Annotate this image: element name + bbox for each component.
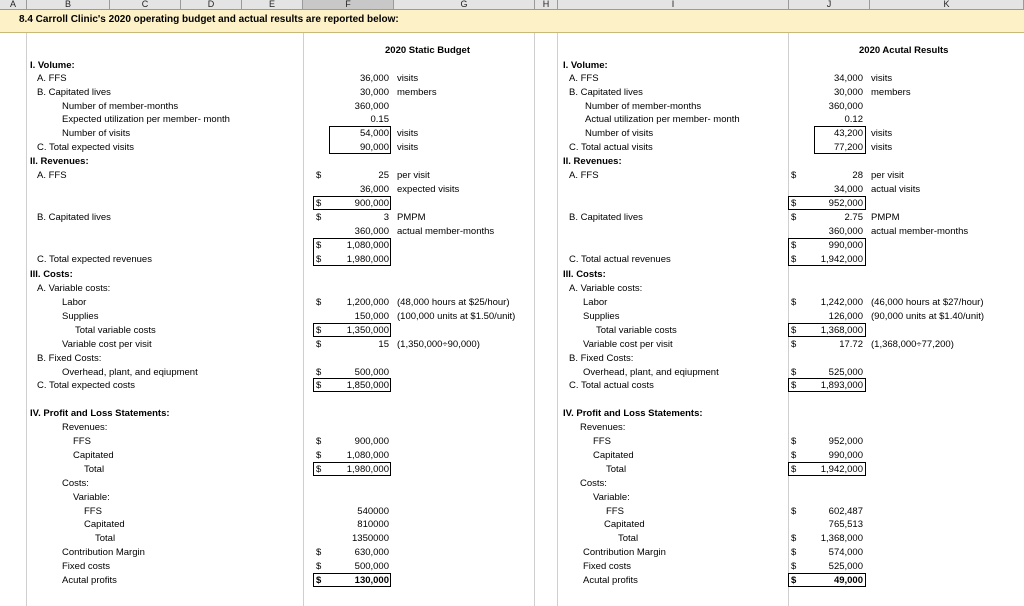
- revenues-total-border: [788, 238, 866, 266]
- pl-ffs-label: FFS: [73, 436, 91, 447]
- dollar-sign: $: [316, 325, 322, 336]
- rev-capitated-rate-unit: PMPM: [871, 212, 900, 223]
- dollar-sign: $: [316, 297, 322, 308]
- col-header-c[interactable]: C: [110, 0, 181, 9]
- member-months-value[interactable]: 360,000: [828, 101, 863, 112]
- col-header-h[interactable]: H: [535, 0, 558, 9]
- pl-variable-label: Variable:: [593, 492, 630, 503]
- rev-capitated-mm[interactable]: 360,000: [354, 226, 389, 237]
- visits-cell-border: [814, 126, 866, 154]
- rev-ffs-rate[interactable]: 28: [852, 170, 863, 181]
- pl-variable-label: Variable:: [73, 492, 110, 503]
- total-costs-value[interactable]: 1,893,000: [820, 380, 863, 391]
- pl-total-label: Total: [84, 464, 105, 475]
- variable-costs-label: A. Variable costs:: [569, 283, 643, 294]
- total-visits-unit: visits: [871, 142, 893, 153]
- contribution-margin-value[interactable]: 630,000: [354, 547, 389, 558]
- rev-capitated-mm[interactable]: 360,000: [828, 226, 863, 237]
- dollar-sign: $: [791, 533, 797, 544]
- capitated-lives-label: B. Capitated lives: [37, 87, 111, 98]
- dollar-sign: $: [316, 450, 322, 461]
- pl-revenues-label: Revenues:: [62, 422, 108, 433]
- dollar-sign: $: [316, 170, 322, 181]
- dollar-sign: $: [791, 339, 797, 350]
- col-header-e[interactable]: E: [242, 0, 303, 9]
- number-of-visits-unit: visits: [871, 128, 893, 139]
- dollar-sign: $: [791, 436, 797, 447]
- dollar-sign: $: [316, 254, 322, 265]
- costs-heading: III. Costs:: [563, 269, 606, 280]
- total-costs-value[interactable]: 1,850,000: [346, 380, 389, 391]
- rev-ffs-rate[interactable]: 25: [378, 170, 389, 181]
- pl-ffs-value[interactable]: 952,000: [828, 436, 863, 447]
- supplies-label: Supplies: [62, 311, 99, 322]
- profits-value[interactable]: 49,000: [833, 575, 863, 586]
- rev-ffs-visits-unit: expected visits: [397, 184, 460, 195]
- supplies-value[interactable]: 126,000: [828, 311, 863, 322]
- total-revenues-label: C. Total expected revenues: [37, 254, 152, 265]
- total-revenues-value[interactable]: 1,942,000: [820, 254, 863, 265]
- pl-variable-total-value[interactable]: 1350000: [352, 533, 389, 544]
- revenues-heading: II. Revenues:: [563, 156, 622, 167]
- rev-ffs-rate-unit: per visit: [397, 170, 430, 181]
- pl-heading: IV. Profit and Loss Statements:: [30, 408, 170, 419]
- dollar-sign: $: [316, 212, 322, 223]
- dollar-sign: $: [791, 561, 797, 572]
- tvc-border: [313, 323, 391, 337]
- dollar-sign: $: [791, 240, 797, 251]
- fixed-costs-pl-label: Fixed costs: [62, 561, 111, 572]
- total-visits-value[interactable]: 90,000: [359, 142, 389, 153]
- dollar-sign: $: [316, 240, 322, 251]
- total-costs-border: [313, 378, 391, 392]
- labor-note: (48,000 hours at $25/hour): [397, 297, 510, 308]
- rev-ffs-label: A. FFS: [37, 170, 67, 181]
- labor-label: Labor: [583, 297, 608, 308]
- rev-ffs-total[interactable]: 952,000: [828, 198, 863, 209]
- rev-ffs-total-border: [788, 196, 866, 210]
- total-visits-label: C. Total actual visits: [569, 142, 653, 153]
- dollar-sign: $: [791, 575, 797, 586]
- rev-ffs-total-border: [313, 196, 391, 210]
- pl-variable-capitated-label: Capitated: [84, 519, 125, 530]
- pl-variable-ffs-label: FFS: [606, 506, 624, 517]
- pl-total-value[interactable]: 1,942,000: [820, 464, 863, 475]
- ffs-value[interactable]: 34,000: [833, 73, 863, 84]
- volume-heading: I. Volume:: [30, 60, 75, 71]
- capitated-lives-label: B. Capitated lives: [569, 87, 643, 98]
- labor-value[interactable]: 1,200,000: [346, 297, 389, 308]
- rev-capitated-rate[interactable]: 3: [383, 212, 389, 223]
- pl-variable-ffs-value[interactable]: 602,487: [828, 506, 863, 517]
- dollar-sign: $: [316, 561, 322, 572]
- fixed-costs-label: B. Fixed Costs:: [37, 353, 102, 364]
- pl-ffs-label: FFS: [593, 436, 611, 447]
- capitated-lives-unit: members: [397, 87, 437, 98]
- member-months-label: Number of member-months: [585, 101, 702, 112]
- rev-ffs-label: A. FFS: [569, 170, 599, 181]
- profits-border: [788, 573, 866, 587]
- pl-total-border: [788, 462, 866, 476]
- rev-ffs-visits[interactable]: 34,000: [833, 184, 863, 195]
- rev-ffs-rate-unit: per visit: [871, 170, 904, 181]
- labor-value[interactable]: 1,242,000: [820, 297, 863, 308]
- rev-capitated-total[interactable]: 990,000: [828, 240, 863, 251]
- total-visits-value[interactable]: 77,200: [833, 142, 863, 153]
- dollar-sign: $: [316, 464, 322, 475]
- pl-capitated-value[interactable]: 1,080,000: [346, 450, 389, 461]
- overhead-value[interactable]: 500,000: [354, 367, 389, 378]
- fixed-costs-pl-label: Fixed costs: [583, 561, 632, 572]
- dollar-sign: $: [791, 464, 797, 475]
- dollar-sign: $: [791, 547, 797, 558]
- overhead-label: Overhead, plant, and eqiupment: [583, 367, 719, 378]
- number-of-visits-value[interactable]: 43,200: [833, 128, 863, 139]
- contribution-margin-value[interactable]: 574,000: [828, 547, 863, 558]
- col-header-f[interactable]: F: [303, 0, 394, 9]
- pl-total-border: [313, 462, 391, 476]
- dollar-sign: $: [791, 380, 797, 391]
- capitated-lives-value[interactable]: 30,000: [833, 87, 863, 98]
- pl-variable-capitated-label: Capitated: [604, 519, 645, 530]
- col-divider: [788, 33, 789, 606]
- variable-cost-per-visit-value[interactable]: 17.72: [839, 339, 863, 350]
- col-header-d[interactable]: D: [181, 0, 242, 9]
- variable-cost-per-visit-note: (1,350,000÷90,000): [397, 339, 480, 350]
- fixed-costs-label: B. Fixed Costs:: [569, 353, 634, 364]
- total-variable-costs-label: Total variable costs: [75, 325, 156, 336]
- utilization-label: Actual utilization per member- month: [585, 114, 740, 125]
- ffs-unit: visits: [397, 73, 419, 84]
- supplies-label: Supplies: [583, 311, 620, 322]
- col-divider: [303, 33, 304, 606]
- pl-revenues-label: Revenues:: [580, 422, 626, 433]
- dollar-sign: $: [791, 212, 797, 223]
- col-divider: [557, 33, 558, 606]
- col-divider: [26, 33, 27, 606]
- costs-heading: III. Costs:: [30, 269, 73, 280]
- revenues-total-border: [313, 238, 391, 266]
- total-costs-border: [788, 378, 866, 392]
- volume-heading: I. Volume:: [563, 60, 608, 71]
- contribution-margin-label: Contribution Margin: [583, 547, 666, 558]
- pl-total-value[interactable]: 1,980,000: [346, 464, 389, 475]
- pl-variable-total-label: Total: [95, 533, 116, 544]
- total-revenues-label: C. Total actual revenues: [569, 254, 671, 265]
- pl-variable-ffs-label: FFS: [84, 506, 102, 517]
- col-divider: [534, 33, 535, 606]
- col-header-a[interactable]: A: [0, 0, 27, 9]
- rev-capitated-label: B. Capitated lives: [37, 212, 111, 223]
- pl-variable-capitated-value[interactable]: 810000: [357, 519, 389, 530]
- dollar-sign: $: [791, 170, 797, 181]
- profits-label: Acutal profits: [62, 575, 117, 586]
- total-variable-costs-value[interactable]: 1,368,000: [820, 325, 863, 336]
- dollar-sign: $: [791, 450, 797, 461]
- member-months-value[interactable]: 360,000: [354, 101, 389, 112]
- dollar-sign: $: [316, 547, 322, 558]
- pl-costs-label: Costs:: [580, 478, 607, 489]
- pl-variable-capitated-value[interactable]: 765,513: [828, 519, 863, 530]
- pl-costs-label: Costs:: [62, 478, 89, 489]
- member-months-label: Number of member-months: [62, 101, 179, 112]
- supplies-value[interactable]: 150,000: [354, 311, 389, 322]
- total-costs-label: C. Total actual costs: [569, 380, 654, 391]
- pl-variable-total-label: Total: [618, 533, 639, 544]
- profits-value[interactable]: 130,000: [354, 575, 389, 586]
- dollar-sign: $: [316, 436, 322, 447]
- overhead-label: Overhead, plant, and eqiupment: [62, 367, 198, 378]
- utilization-value[interactable]: 0.15: [370, 114, 389, 125]
- dollar-sign: $: [316, 575, 322, 586]
- col-header-b[interactable]: B: [27, 0, 110, 9]
- variable-cost-per-visit-label: Variable cost per visit: [62, 339, 152, 350]
- pl-heading: IV. Profit and Loss Statements:: [563, 408, 703, 419]
- rev-ffs-visits[interactable]: 36,000: [359, 184, 389, 195]
- variable-cost-per-visit-note: (1,368,000÷77,200): [871, 339, 954, 350]
- col-header-i[interactable]: I: [558, 0, 789, 9]
- rev-capitated-label: B. Capitated lives: [569, 212, 643, 223]
- ffs-label: A. FFS: [37, 73, 67, 84]
- overhead-value[interactable]: 525,000: [828, 367, 863, 378]
- number-of-visits-label: Number of visits: [585, 128, 654, 139]
- dollar-sign: $: [316, 380, 322, 391]
- number-of-visits-value[interactable]: 54,000: [359, 128, 389, 139]
- dollar-sign: $: [791, 254, 797, 265]
- pl-capitated-value[interactable]: 990,000: [828, 450, 863, 461]
- dollar-sign: $: [791, 506, 797, 517]
- rev-capitated-mm-unit: actual member-months: [871, 226, 969, 237]
- dollar-sign: $: [791, 325, 797, 336]
- pl-capitated-label: Capitated: [73, 450, 114, 461]
- ffs-unit: visits: [871, 73, 893, 84]
- col-header-g[interactable]: G: [394, 0, 535, 9]
- utilization-label: Expected utilization per member- month: [62, 114, 230, 125]
- variable-cost-per-visit-value[interactable]: 15: [378, 339, 389, 350]
- dollar-sign: $: [316, 198, 322, 209]
- fixed-costs-pl-value[interactable]: 525,000: [828, 561, 863, 572]
- total-variable-costs-label: Total variable costs: [596, 325, 677, 336]
- rev-capitated-rate[interactable]: 2.75: [844, 212, 863, 223]
- pl-ffs-value[interactable]: 900,000: [354, 436, 389, 447]
- variable-cost-per-visit-label: Variable cost per visit: [583, 339, 673, 350]
- tvc-border: [788, 323, 866, 337]
- revenues-heading: II. Revenues:: [30, 156, 89, 167]
- pl-capitated-label: Capitated: [593, 450, 634, 461]
- number-of-visits-label: Number of visits: [62, 128, 131, 139]
- supplies-note: (90,000 units at $1.40/unit): [871, 311, 985, 322]
- total-visits-unit: visits: [397, 142, 419, 153]
- rev-ffs-total[interactable]: 900,000: [354, 198, 389, 209]
- labor-label: Labor: [62, 297, 87, 308]
- col-header-j[interactable]: J: [789, 0, 870, 9]
- labor-note: (46,000 hours at $27/hour): [871, 297, 984, 308]
- utilization-value[interactable]: 0.12: [844, 114, 863, 125]
- sheet-title: 8.4 Carroll Clinic's 2020 operating budget and actual results are reported below:: [19, 14, 399, 25]
- dollar-sign: $: [316, 367, 322, 378]
- contribution-margin-label: Contribution Margin: [62, 547, 145, 558]
- col-header-k[interactable]: K: [870, 0, 1024, 9]
- visits-cell-border: [329, 126, 391, 154]
- dollar-sign: $: [791, 198, 797, 209]
- total-costs-label: C. Total expected costs: [37, 380, 136, 391]
- total-visits-label: C. Total expected visits: [37, 142, 134, 153]
- static-budget-header: 2020 Static Budget: [385, 45, 470, 56]
- rev-ffs-visits-unit: actual visits: [871, 184, 921, 195]
- rev-capitated-rate-unit: PMPM: [397, 212, 426, 223]
- total-revenues-value[interactable]: 1,980,000: [346, 254, 389, 265]
- profits-border: [313, 573, 391, 587]
- profits-label: Acutal profits: [583, 575, 638, 586]
- dollar-sign: $: [791, 367, 797, 378]
- pl-variable-ffs-value[interactable]: 540000: [357, 506, 389, 517]
- total-variable-costs-value[interactable]: 1,350,000: [346, 325, 389, 336]
- rev-capitated-total[interactable]: 1,080,000: [346, 240, 389, 251]
- pl-variable-total-value[interactable]: 1,368,000: [820, 533, 863, 544]
- variable-costs-label: A. Variable costs:: [37, 283, 111, 294]
- number-of-visits-unit: visits: [397, 128, 419, 139]
- actual-results-header: 2020 Acutal Results: [859, 45, 949, 56]
- ffs-value[interactable]: 36,000: [359, 73, 389, 84]
- ffs-label: A. FFS: [569, 73, 599, 84]
- rev-capitated-mm-unit: actual member-months: [397, 226, 495, 237]
- fixed-costs-pl-value[interactable]: 500,000: [354, 561, 389, 572]
- supplies-note: (100,000 units at $1.50/unit): [397, 311, 516, 322]
- title-row[interactable]: [0, 10, 1024, 33]
- column-header-bar: [0, 0, 1024, 10]
- capitated-lives-unit: members: [871, 87, 911, 98]
- capitated-lives-value[interactable]: 30,000: [359, 87, 389, 98]
- dollar-sign: $: [316, 339, 322, 350]
- dollar-sign: $: [791, 297, 797, 308]
- pl-total-label: Total: [606, 464, 627, 475]
